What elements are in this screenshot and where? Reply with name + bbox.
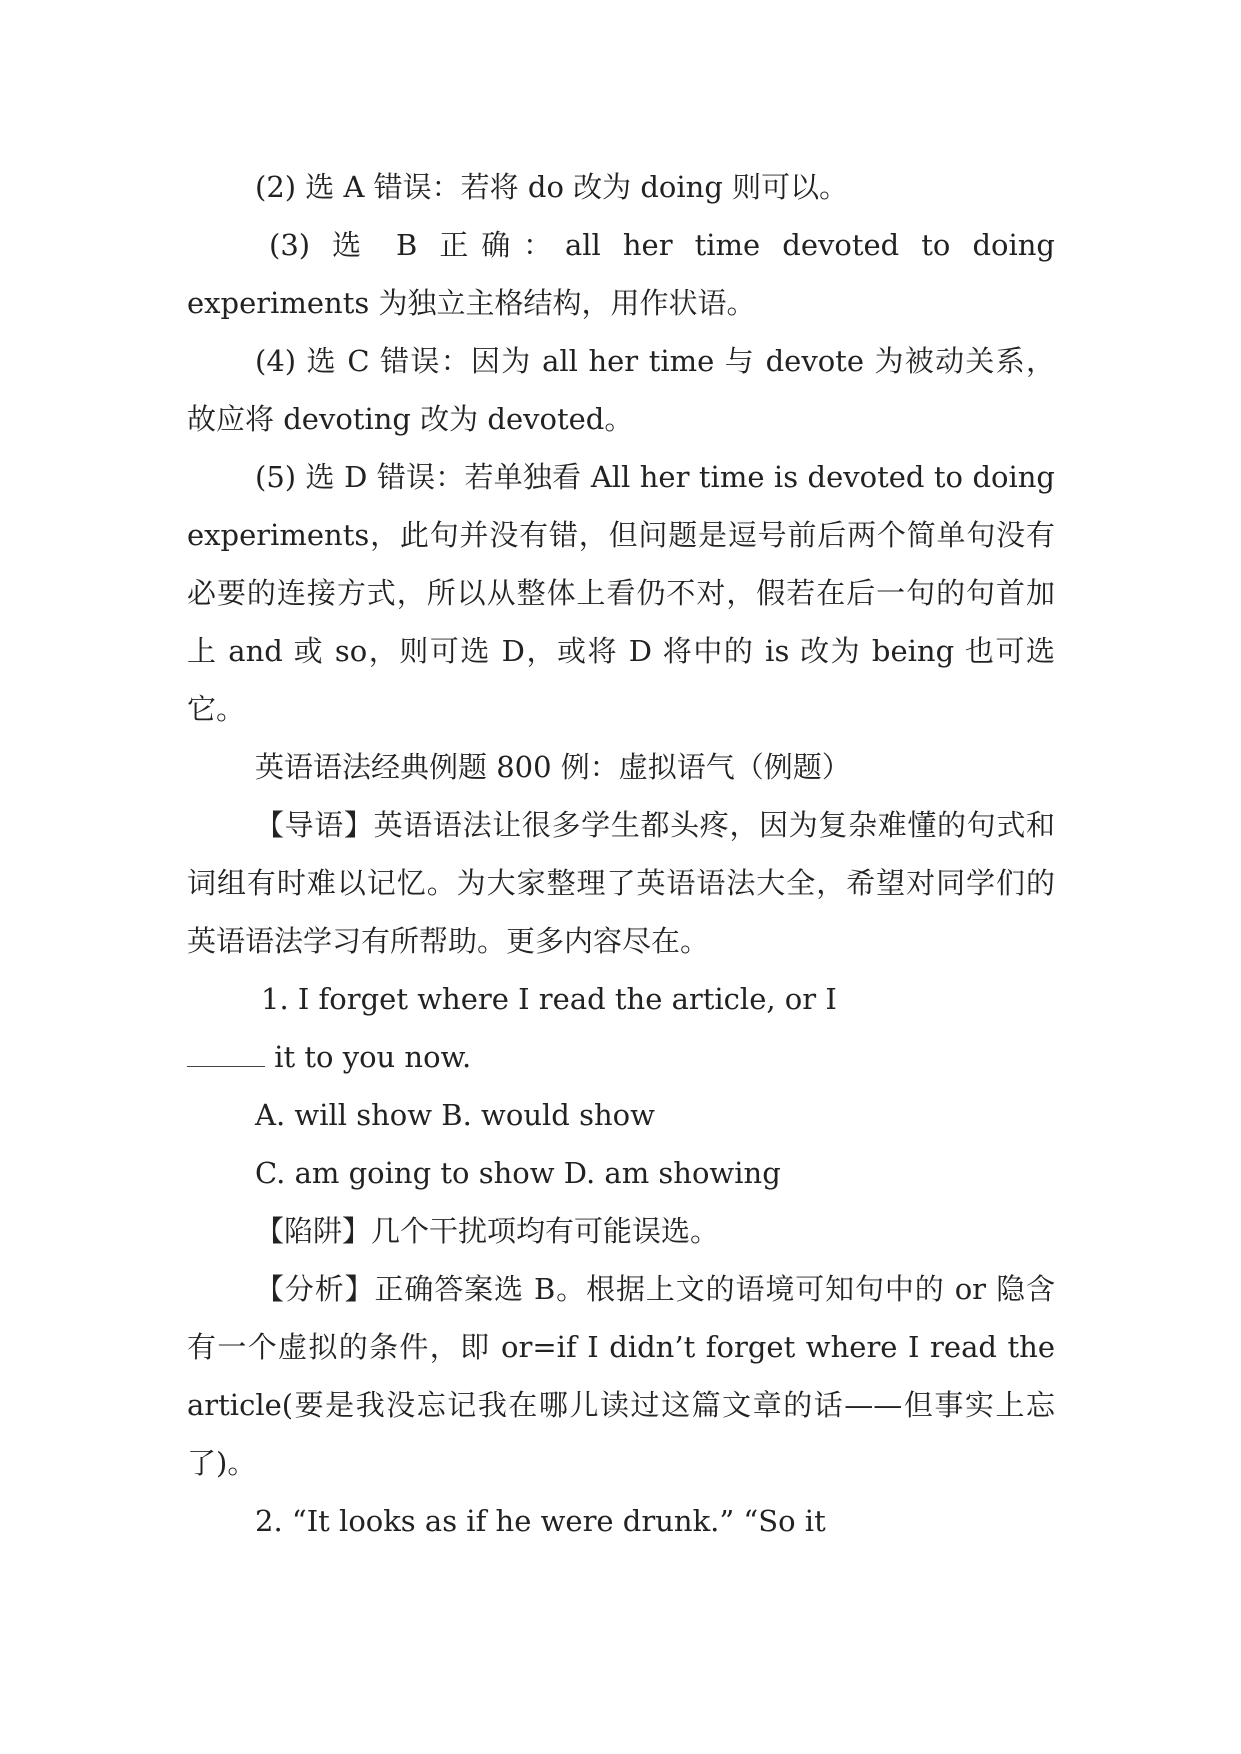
answer-analysis-3: (3) 选 B 正确：all her time devoted to doing experiments 为独立主格结构，用作状语。 — [187, 228, 1055, 320]
question-1-stem-end: it to you now. — [265, 1040, 472, 1074]
document-body — [187, 158, 1055, 1550]
section-heading: 英语语法经典例题 800 例：虚拟语气（例题） — [255, 750, 851, 784]
question-1-options-ab: A. will show B. would show — [255, 1098, 655, 1132]
analysis-note: 【分析】正确答案选 B。根据上文的语境可知句中的 or 隐含有一个虚拟的条件，即 or=if I didn’t forget where I read the article(要是我没忘记我在哪儿读过这篇文章的话——但事实上忘了)。 — [187, 1272, 1055, 1480]
question-1-options-cd: C. am going to show D. am showing — [255, 1156, 781, 1190]
question-2: 2. “It looks as if he were drunk.” “So it — [255, 1504, 826, 1538]
answer-analysis-5: (5) 选 D 错误：若单独看 All her time is devoted to doing experiments，此句并没有错，但问题是逗号前后两个简单句没有必要的连接方式，所以从整体上看仍不对，假若在后一句的句首加上 and 或 so，则可选 D，或将 D 将中的 is 改为 being 也可选它。 — [187, 460, 1055, 726]
trap-note: 【陷阱】几个干扰项均有可能误选。 — [255, 1214, 720, 1248]
answer-analysis-2: (2) 选 A 错误：若将 do 改为 doing 则可以。 — [255, 170, 849, 204]
question-1 — [187, 970, 1055, 1086]
intro-paragraph: 【导语】英语语法让很多学生都头疼，因为复杂难懂的句式和词组有时难以记忆。为大家整理了英语语法大全，希望对同学们的英语语法学习有所帮助。更多内容尽在。 — [187, 808, 1055, 958]
question-1-stem: 1. I forget where I read the article, or I — [261, 982, 837, 1016]
answer-blank — [187, 1037, 265, 1067]
answer-analysis-4: (4) 选 C 错误：因为 all her time 与 devote 为被动关系，故应将 devoting 改为 devoted。 — [187, 344, 1055, 436]
